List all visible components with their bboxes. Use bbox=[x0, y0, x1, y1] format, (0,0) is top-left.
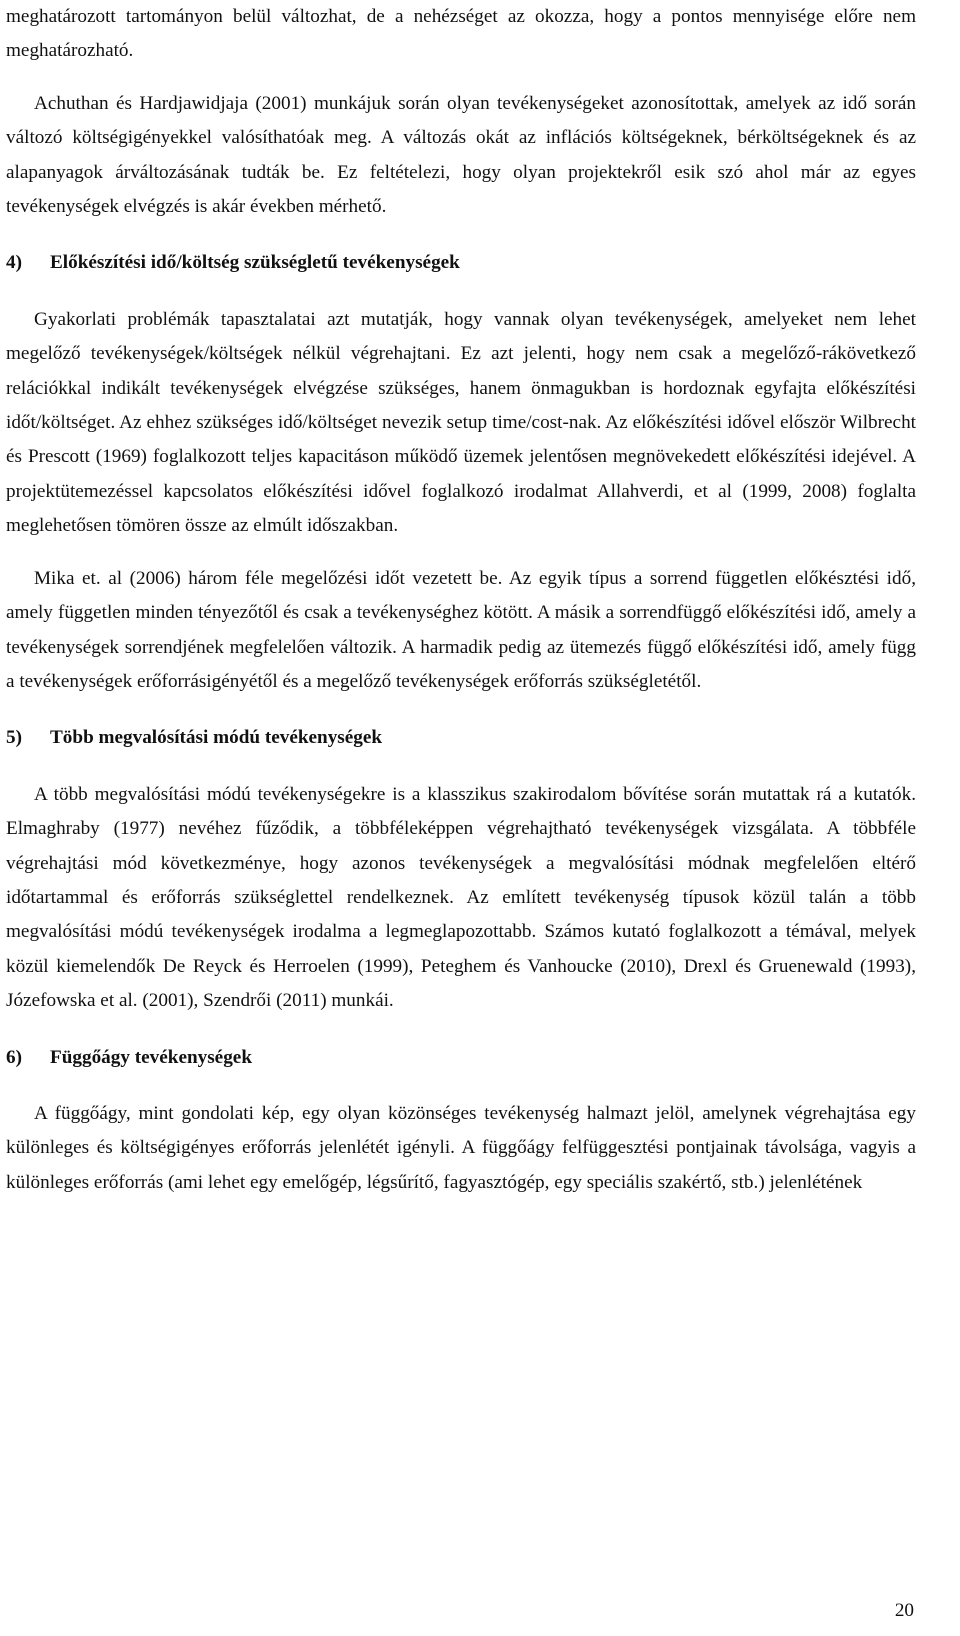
section-number: 5) bbox=[6, 727, 22, 749]
paragraph-mika: Mika et. al (2006) három féle megelőzési időt vezetett be. Az egyik típus a sorrend független előkésztési idő, amely független minden tényezőtől és csak a tevékenységhez kötött. A másik a sorrendfüggő előkészítési idő, amely a tevékenységek sorrendjének megfelelően változik. A harmadik pedig az ütemezés függő előkészítési idő, amely függ a tevékenységek erőforrásigényétől és a megelőző tevékenységek erőforrás szükségletétől. bbox=[6, 567, 916, 692]
page-number: 20 bbox=[894, 1600, 914, 1621]
section-heading-4 bbox=[6, 246, 916, 280]
section-number: 4) bbox=[6, 252, 22, 274]
section-title: Több megvalósítási módú tevékenységek bbox=[50, 727, 383, 749]
paragraph-intro-continuation: meghatározott tartományon belül változhat, de a nehézséget az okozza, hogy a pontos mennyisége előre nem meghatározható. bbox=[6, 6, 916, 62]
paragraph-achuthan: Achuthan és Hardjawidjaja (2001) munkájuk során olyan tevékenységeket azonosítottak, amelyek az idő során változó költségigényekkel valósíthatóak meg. A változás okát az inflációs költségeknek, bérköltségeknek és az alapanyagok árváltozásának tudták be. Ez feltételezi, hogy olyan projektekről esik szó ahol már az egyes tevékenységek elvégzés is akár években mérhető. bbox=[6, 92, 916, 218]
section-heading-6 bbox=[6, 1041, 916, 1075]
section-title: Előkészítési idő/költség szükségletű tevékenységek bbox=[50, 252, 460, 274]
document-page bbox=[6, 0, 916, 1200]
section-number: 6) bbox=[6, 1046, 22, 1068]
paragraph-multi-mode: A több megvalósítási módú tevékenységekre is a klasszikus szakirodalom bővítése során mutattak rá a kutatók. Elmaghraby (1977) nevéhez fűződik, a többféleképpen végrehajtható tevékenységek vizsgálata. A többféle végrehajtási mód következménye, hogy azonos tevékenységek a megvalósítási módnak megfelelően eltérő időtartammal és erőforrás szükséglettel rendelkeznek. Az említett tevékenység típusok közül talán a több megvalósítási módú tevékenységek irodalma a legmeglapozottabb. Számos kutató foglalkozott a témával, melyek közül kiemelendők De Reyck és Herroelen (1999), Peteghem és Vanhoucke (2010), Drexl és Gruenewald (1993), Józefowska et al. (2001), Szendrői (2011) munkái. bbox=[6, 783, 916, 1012]
paragraph-hammock: A függőágy, mint gondolati kép, egy olyan közönséges tevékenység halmazt jelöl, amelynek végrehajtása egy különleges és költségigényes erőforrás jelenlétét igényli. A függőágy felfüggesztési pontjainak távolsága, vagyis a különleges erőforrás (ami lehet egy emelőgép, légsűrítő, fagyasztógép, egy speciális szakértő, stb.) jelenlétének bbox=[6, 1102, 916, 1193]
section-title: Függőágy tevékenységek bbox=[50, 1046, 252, 1068]
paragraph-setup-time: Gyakorlati problémák tapasztalatai azt mutatják, hogy vannak olyan tevékenységek, amelyeket nem lehet megelőző tevékenységek/költségek nélkül végrehajtani. Ez azt jelenti, hogy nem csak a megelőző-rákövetkező relációkkal indikált tevékenységek elvégzése szükséges, hanem önmagukban is hordoznak egyfajta előkészítési időt/költséget. Az ehhez szükséges idő/költséget nevezik setup time/cost-nak. Az előkészítési idővel először Wilbrecht és Prescott (1969) foglalkozott teljes kapacitáson működő üzemek jelentősen megnövekedett előkészítési idejével. A projektütemezéssel kapcsolatos előkészítési idővel foglalkozó irodalmat Allahverdi, et al (1999, 2008) foglalta meglehetősen tömören össze az elmúlt időszakban. bbox=[6, 308, 916, 537]
section-heading-5 bbox=[6, 721, 916, 755]
